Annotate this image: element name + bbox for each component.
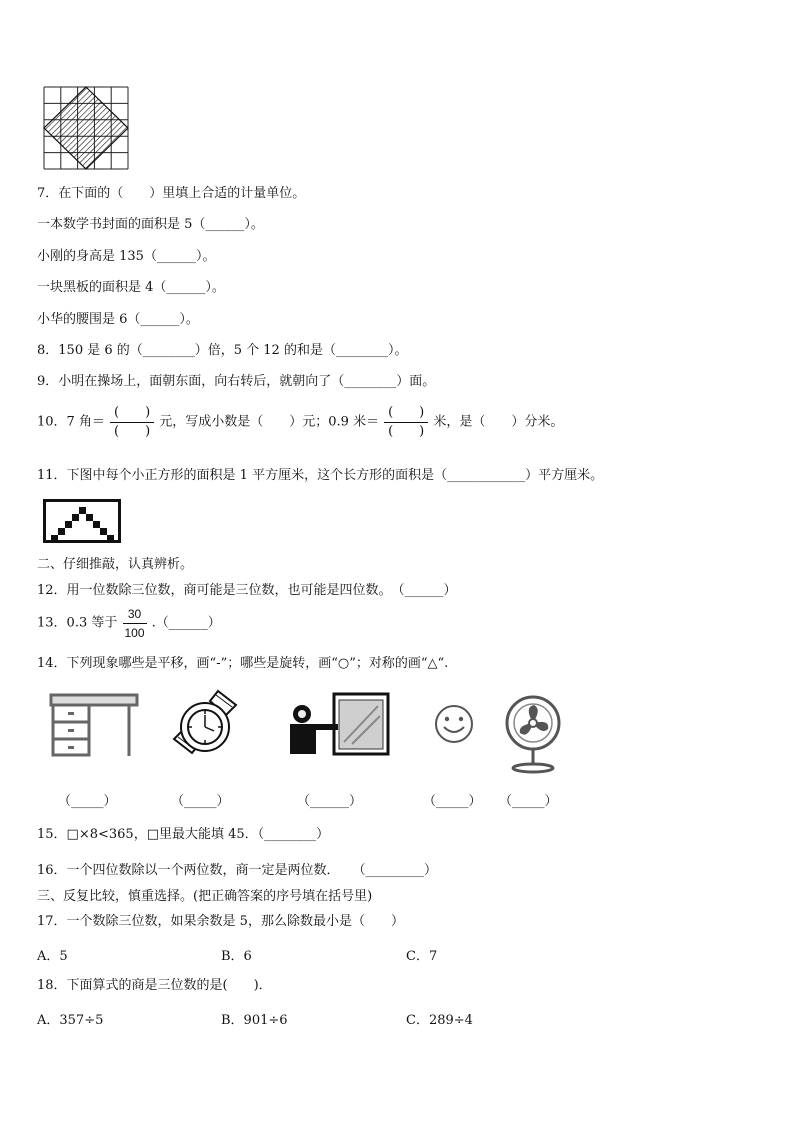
q7-item-2: 小刚的身高是 135（______）。 (37, 249, 216, 264)
desk-icon (49, 692, 139, 758)
q10-fraction-2 (384, 405, 428, 440)
q13-num: 30 (127, 607, 142, 621)
q10-frac1-num: ( ) (114, 405, 151, 420)
q15-line: 15．□×8<365，□里最大能填 45．（________） (37, 827, 330, 842)
q14-stem: 14．下列现象哪些是平移，画“-”；哪些是旋转，画“○”；对称的画“△“. (37, 656, 449, 671)
q10-frac2-den: ( ) (388, 424, 425, 439)
q9-line: 9．小明在操场上，面朝东面，向右转后，就朝向了（________）面。 (37, 374, 436, 389)
section-2-heading: 二、仔细推敲，认真辨析。 (37, 557, 194, 572)
fan-icon (500, 695, 566, 775)
q16-line: 16．一个四位数除以一个两位数，商一定是两位数． （_________） (37, 863, 438, 878)
q17-option-a[interactable]: A．5 (37, 949, 68, 964)
grid-diamond-figure (43, 86, 129, 170)
q10-prefix: 10．7 角＝ (37, 414, 105, 430)
q18-stem: 18．下面算式的商是三位数的是( )． (37, 978, 272, 993)
q7-item-1: 一本数学书封面的面积是 5（______）。 (37, 217, 264, 232)
q12-line: 12．用一位数除三位数，商可能是三位数，也可能是四位数。 （______） (37, 583, 457, 598)
q7-item-3: 一块黑板的面积是 4（______）。 (37, 280, 225, 295)
q18-option-c[interactable]: C．289÷4 (406, 1013, 473, 1028)
q10-mid1: 元，写成小数是（ ）元；0.9 米＝ (159, 414, 380, 430)
q13-den: 100 (124, 626, 145, 640)
q8-line: 8．150 是 6 的（________）倍，5 个 12 的和是（________）。 (37, 343, 408, 358)
q10-line (37, 405, 563, 440)
q13-suffix: .（______） (151, 615, 221, 631)
q7-item-4: 小华的腰围是 6（______）。 (37, 312, 199, 327)
q14-answer-2[interactable]: （_____） (171, 794, 230, 809)
q13-fraction (123, 606, 147, 641)
q10-frac1-den: ( ) (114, 424, 151, 439)
q13-line (37, 606, 221, 641)
q14-answer-4[interactable]: （_____） (423, 794, 482, 809)
q10-frac2-num: ( ) (388, 405, 425, 420)
q13-prefix: 13．0.3 等于 (37, 615, 118, 631)
q14-answer-5[interactable]: （_____） (499, 794, 558, 809)
q11-line: 11．下图中每个小正方形的面积是 1 平方厘米，这个长方形的面积是（____________）平方厘米。 (37, 468, 604, 483)
q17-stem: 17．一个数除三位数，如果余数是 5，那么除数最小是（ ） (37, 914, 404, 929)
q18-option-b[interactable]: B．901÷6 (221, 1013, 288, 1028)
q17-option-b[interactable]: B．6 (221, 949, 252, 964)
window-push-icon (282, 692, 390, 756)
q17-option-c[interactable]: C．7 (406, 949, 438, 964)
q10-fraction-1 (110, 405, 154, 440)
smiley-icon (434, 704, 474, 744)
q7-stem: 7．在下面的（ ）里填上合适的计量单位。 (37, 186, 306, 201)
watch-icon (166, 687, 244, 767)
q14-answer-3[interactable]: （______） (297, 794, 363, 809)
q18-option-a[interactable]: A．357÷5 (37, 1013, 104, 1028)
q10-mid2: 米，是（ ）分米。 (433, 414, 564, 430)
section-3-heading: 三、反复比较，慎重选择。(把正确答案的序号填在括号里) (37, 889, 373, 904)
rectangle-squares-figure (43, 499, 121, 543)
q14-answer-1[interactable]: （_____） (58, 794, 117, 809)
